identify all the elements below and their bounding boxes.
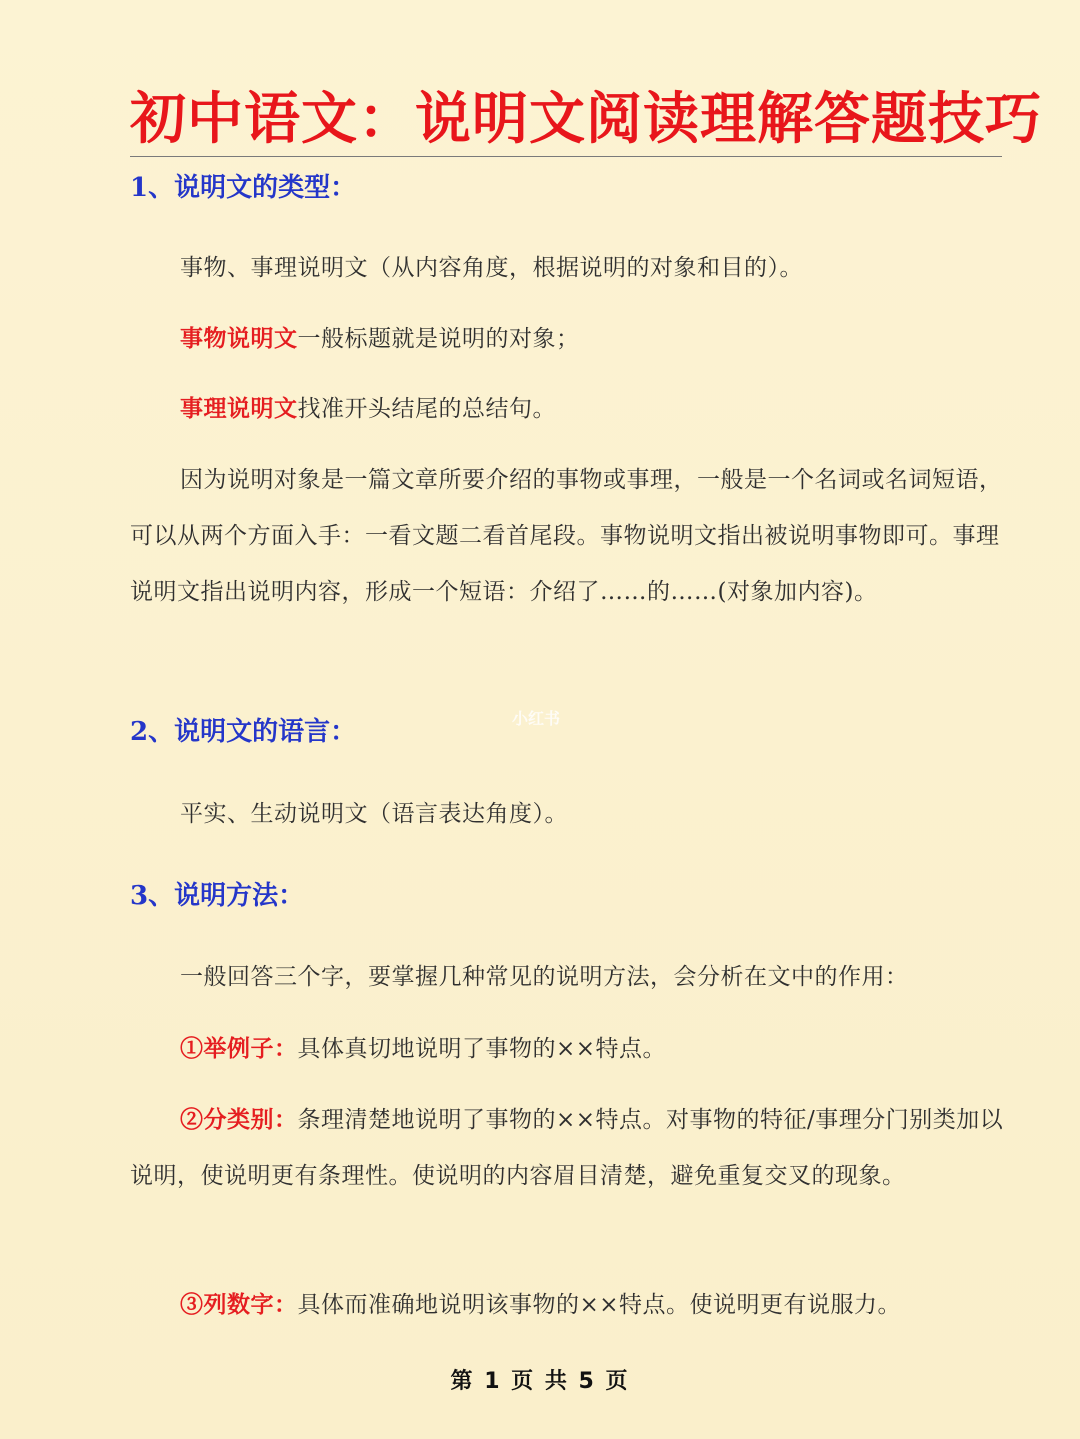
section-3-intro: 一般回答三个字，要掌握几种常见的说明方法，会分析在文中的作用： bbox=[180, 964, 909, 990]
method-classification bbox=[130, 1092, 1004, 1204]
page-footer: 第 1 页 共 5 页 bbox=[450, 1369, 630, 1394]
method-numbers-label: ③列数字： bbox=[180, 1291, 298, 1318]
section-1-item-2-text: 找准开头结尾的总结句。 bbox=[297, 396, 556, 422]
section-3-heading: 3、说明方法： bbox=[130, 881, 305, 911]
page-title: 初中语文：说明文阅读理解答题技巧 bbox=[130, 86, 1042, 152]
method-classification-text: 条理清楚地说明了事物的××特点。对事物的特征/事理分门别类加以说明，使说明更有条理性。使说明的内容眉目清楚，避免重复交叉的现象。 bbox=[130, 1107, 1004, 1189]
section-1-types-line: 事物、事理说明文（从内容角度，根据说明的对象和目的）。 bbox=[180, 255, 803, 281]
method-example-label: ①举例子： bbox=[180, 1035, 298, 1062]
section-1-item-1-text: 一般标题就是说明的对象； bbox=[297, 326, 580, 352]
section-1-paragraph-text: 因为说明对象是一篇文章所要介绍的事物或事理，一般是一个名词或名词短语，可以从两个方面入手：一看文题二看首尾段。事物说明文指出被说明事物即可。事理说明文指出说明内容，形成一个短语：介绍了……的……(对象加内容)。 bbox=[130, 467, 1003, 605]
section-1-item-1 bbox=[180, 321, 580, 357]
section-1-paragraph bbox=[130, 452, 1004, 620]
method-classification-label: ②分类别： bbox=[180, 1106, 298, 1133]
section-2-heading: 2、说明文的语言： bbox=[130, 717, 357, 747]
watermark-text: 小红书 bbox=[512, 709, 561, 728]
method-example bbox=[180, 1031, 666, 1067]
method-numbers-text: 具体而准确地说明该事物的××特点。使说明更有说服力。 bbox=[297, 1292, 902, 1318]
method-numbers bbox=[180, 1287, 901, 1323]
section-2-text: 平实、生动说明文（语言表达角度）。 bbox=[180, 801, 568, 827]
method-example-text: 具体真切地说明了事物的××特点。 bbox=[297, 1036, 667, 1062]
title-divider bbox=[130, 156, 1002, 157]
section-1-item-2 bbox=[180, 391, 556, 427]
section-1-item-2-label: 事理说明文 bbox=[180, 395, 298, 422]
section-1-item-1-label: 事物说明文 bbox=[180, 325, 298, 352]
section-1-heading: 1、说明文的类型： bbox=[130, 173, 357, 203]
